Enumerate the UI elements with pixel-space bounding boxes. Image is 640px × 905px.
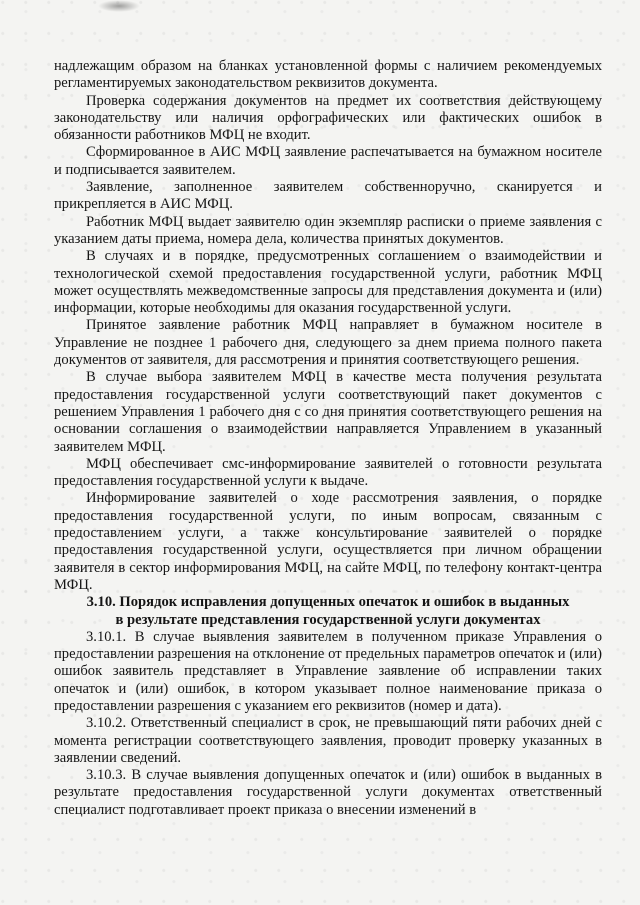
paragraph-informing: Информирование заявителей о ходе рассмотрения заявления, о порядке предоставления государственной услуги, по иным вопросам, связанным с предоставлением услуги, а также консультирование заявителей о порядке предоставления государственной услуги, осуществляется при личном обращении заявителя в сектор информирования МФЦ, на сайте МФЦ, по телефону контакт-центра МФЦ. xyxy=(54,490,602,593)
section-title-line-1: 3.10. Порядок исправления допущенных опечаток и ошибок в выданных xyxy=(86,594,570,611)
paragraph-3-10-3: 3.10.3. В случае выявления допущенных опечаток и (или) ошибок в выданных в результате предоставления государственной услуги документах ответственный специалист подготавливает проект приказа о внесении изменений в xyxy=(54,767,602,818)
paragraph-3-10-2: 3.10.2. Ответственный специалист в срок, не превышающий пяти рабочих дней с момента регистрации соответствующего заявления, проводит проверку указанных в заявлении сведений. xyxy=(54,715,602,766)
paragraph-receipt: Работник МФЦ выдает заявителю один экземпляр расписки о приеме заявления с указанием даты приема, номера дела, количества принятых документов. xyxy=(54,213,602,247)
paragraph-forwarding: Принятое заявление работник МФЦ направляет в бумажном носителе в Управление не позднее 1 рабочего дня, следующего за днем приема полного пакета документов от заявителя, для рассмотрения и принятия соответствующего решения. xyxy=(54,317,602,369)
section-title-line-2: в результате представления государственной услуги документах xyxy=(115,611,541,628)
paragraph-3-10-1: 3.10.1. В случае выявления заявителем в полученном приказе Управления о предоставлении разрешения на отклонение от предельных параметров опечаток и (или) ошибок заявитель представляет в Управление заявление об исправлении таких опечаток и (или) ошибок, в котором указывает полное наименование приказа о предоставлении разрешения с указанием его реквизитов (номер и дата). xyxy=(54,628,602,714)
section-title xyxy=(54,594,602,629)
paragraph-result-delivery: В случае выбора заявителем МФЦ в качестве места получения результата предоставления государственной услуги соответствующий пакет документов с решением Управления 1 рабочего дня с со дня принятия соответствующего решения на основании соглашения о взаимодействии направляется Управлением в указанный заявителем МФЦ. xyxy=(54,369,602,455)
paragraph-sms-notification: МФЦ обеспечивает смс-информирование заявителей о готовности результата предоставления государственной услуги к выдаче. xyxy=(54,455,602,490)
paragraph-interagency-requests: В случаях и в порядке, предусмотренных соглашением о взаимодействии и технологической схемой предоставления государственной услуги, работник МФЦ может осуществлять межведомственные запросы для представления документа и (или) информации, которые необходимы для оказания государственной услуги. xyxy=(54,248,602,317)
paragraph-document-check: Проверка содержания документов на предмет их соответствия действующему законодательству или наличия орфографических или фактических ошибок в обязанности работников МФЦ не входит. xyxy=(54,92,602,144)
document-body xyxy=(54,58,602,819)
paragraph-continuation: надлежащим образом на бланках установленной формы с наличием рекомендуемых регламентируемых законодательством реквизитов документа. xyxy=(54,58,602,92)
paragraph-print-application: Сформированное в АИС МФЦ заявление распечатывается на бумажном носителе и подписывается заявителем. xyxy=(54,144,602,178)
paragraph-scan-application: Заявление, заполненное заявителем собственноручно, сканируется и прикрепляется в АИС МФЦ. xyxy=(54,179,602,213)
scan-artifact xyxy=(98,0,140,12)
